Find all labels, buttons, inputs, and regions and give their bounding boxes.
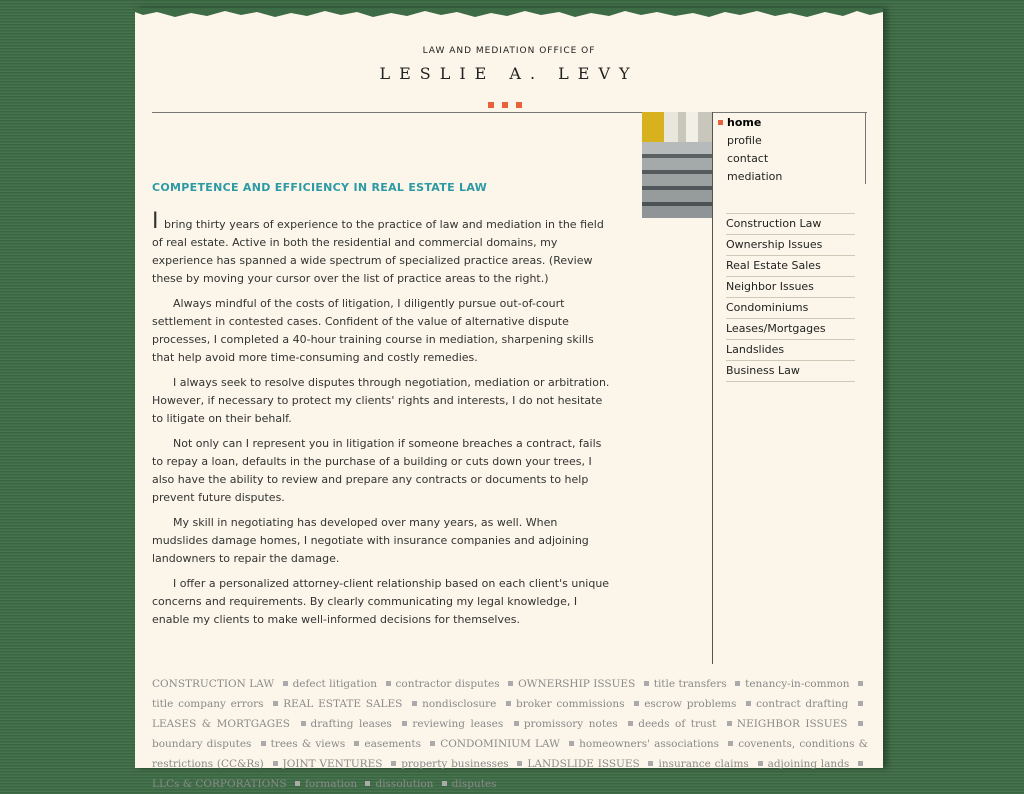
separator-square-icon (517, 761, 522, 766)
keyword-link[interactable]: LEASES & MORTGAGES (152, 718, 290, 730)
page-paper (135, 8, 883, 790)
separator-square-icon (273, 761, 278, 766)
keyword-link[interactable]: tenancy-in-common (745, 678, 850, 690)
separator-square-icon (858, 681, 863, 686)
keyword-link[interactable]: formation (305, 778, 358, 790)
nav-item-mediation[interactable] (716, 168, 782, 186)
keyword-link[interactable]: JOINT VENTURES (282, 758, 383, 770)
separator-square-icon (301, 721, 306, 726)
main-nav (716, 114, 782, 186)
separator-square-icon (644, 681, 649, 686)
keyword-link[interactable]: trees & views (270, 738, 346, 750)
nav-item-label: mediation (727, 170, 783, 183)
keyword-link[interactable]: escrow problems (644, 698, 737, 710)
nav-item-label: contact (727, 152, 769, 165)
keyword-link[interactable]: boundary disputes (152, 738, 252, 750)
separator-square-icon (569, 741, 574, 746)
separator-square-icon (412, 701, 417, 706)
keyword-link[interactable]: CONDOMINIUM LAW (440, 738, 560, 750)
torn-paper-edge (135, 8, 883, 22)
keyword-link[interactable]: OWNERSHIP ISSUES (518, 678, 636, 690)
practice-real-estate-sales[interactable]: Real Estate Sales (726, 256, 855, 277)
header-tagline: LAW AND MEDIATION OFFICE OF (422, 46, 596, 56)
keyword-link[interactable]: homeowners' associations (579, 738, 720, 750)
header-dots-ornament (488, 93, 530, 112)
keyword-link[interactable]: LANDSLIDE ISSUES (527, 758, 640, 770)
practice-condominiums[interactable]: Condominiums (726, 298, 855, 319)
separator-square-icon (442, 781, 447, 786)
keyword-link[interactable]: covenents, conditions & restrictions (CC&Rs) (152, 738, 869, 770)
separator-square-icon (858, 701, 863, 706)
body-paragraph (152, 209, 614, 288)
separator-square-icon (261, 741, 266, 746)
separator-square-icon (728, 741, 733, 746)
keyword-footer (152, 674, 868, 794)
body-paragraph: Not only can I represent you in litigation if someone breaches a contract, fails to repay a loan, defaults in the purchase of a building or cuts down your trees, I also have the ability to review and prepare any contracts or documents to help prevent future disputes. (152, 437, 602, 504)
separator-square-icon (391, 761, 396, 766)
keyword-link[interactable]: LLCs & CORPORATIONS (152, 778, 287, 790)
separator-square-icon (508, 681, 513, 686)
keyword-link[interactable]: CONSTRUCTION LAW (152, 678, 275, 690)
keyword-link[interactable]: title company errors (152, 698, 264, 710)
separator-square-icon (735, 681, 740, 686)
separator-square-icon (746, 701, 751, 706)
keyword-link[interactable]: property businesses (401, 758, 509, 770)
nav-item-label: home (727, 116, 762, 129)
stairs-photo (642, 112, 712, 218)
separator-square-icon (273, 701, 278, 706)
separator-square-icon (858, 761, 863, 766)
separator-square-icon (283, 681, 288, 686)
top-divider (152, 112, 867, 113)
separator-square-icon (506, 701, 511, 706)
separator-square-icon (354, 741, 359, 746)
practice-leases-mortgages[interactable]: Leases/Mortgages (726, 319, 855, 340)
practice-areas-list (726, 213, 855, 382)
body-paragraph: My skill in negotiating has developed over many years, as well. When mudslides damage homes, I negotiate with insurance companies and adjoining landowners to repair the damage. (152, 516, 589, 565)
separator-square-icon (858, 721, 863, 726)
keyword-link[interactable]: REAL ESTATE SALES (283, 698, 403, 710)
keyword-link[interactable]: adjoining lands (767, 758, 850, 770)
nav-item-contact[interactable] (716, 150, 782, 168)
separator-square-icon (402, 721, 407, 726)
nav-divider-line (712, 112, 713, 664)
body-text (152, 209, 614, 636)
keyword-link[interactable]: broker commissions (516, 698, 625, 710)
separator-square-icon (628, 721, 633, 726)
keyword-link[interactable]: insurance claims (658, 758, 749, 770)
keyword-link[interactable]: promissory notes (523, 718, 618, 730)
body-paragraph: I offer a personalized attorney-client relationship based on each client's unique concerns and requirements. By clearly communicating my legal knowledge, I enable my clients to make well-informed decisions for themselves. (152, 577, 610, 626)
practice-construction-law[interactable]: Construction Law (726, 214, 855, 235)
keyword-link[interactable]: contractor disputes (395, 678, 500, 690)
nav-item-profile[interactable] (716, 132, 782, 150)
separator-square-icon (727, 721, 732, 726)
body-paragraph-text: bring thirty years of experience to the practice of law and mediation in the field of real estate. Active in both the residential and commercial domains, my experience has spanned a wide spectrum of specialized practice areas. (Review these by moving your cursor over the list of practice areas to the right.) (152, 218, 604, 285)
practice-ownership-issues[interactable]: Ownership Issues (726, 235, 855, 256)
practice-business-law[interactable]: Business Law (726, 361, 855, 382)
nav-item-home[interactable] (716, 114, 782, 132)
keyword-link[interactable]: reviewing leases (412, 718, 504, 730)
body-paragraph: I always seek to resolve disputes through negotiation, mediation or arbitration. However, if necessary to protect my clients' rights and interests, I do not hesitate to litigate on their behalf. (152, 376, 610, 425)
keyword-link[interactable]: NEIGHBOR ISSUES (736, 718, 848, 730)
separator-square-icon (295, 781, 300, 786)
keyword-link[interactable]: contract drafting (756, 698, 849, 710)
separator-square-icon (430, 741, 435, 746)
header-firm-name: LESLIE A. LEVY (379, 64, 639, 83)
nav-item-label: profile (727, 134, 762, 147)
nav-box-border (865, 112, 866, 184)
separator-square-icon (514, 721, 519, 726)
dropcap: I (152, 209, 159, 234)
keyword-link[interactable]: dissolution (375, 778, 434, 790)
keyword-link[interactable]: deeds of trust (638, 718, 717, 730)
keyword-link[interactable]: disputes (451, 778, 497, 790)
separator-square-icon (648, 761, 653, 766)
separator-square-icon (386, 681, 391, 686)
active-bullet-icon (718, 120, 723, 125)
keyword-link[interactable]: easements (364, 738, 422, 750)
keyword-link[interactable]: defect litigation (292, 678, 378, 690)
practice-landslides[interactable]: Landslides (726, 340, 855, 361)
page-headline: COMPETENCE AND EFFICIENCY IN REAL ESTATE LAW (152, 181, 488, 194)
keyword-link[interactable]: title transfers (653, 678, 727, 690)
separator-square-icon (758, 761, 763, 766)
separator-square-icon (634, 701, 639, 706)
keyword-link[interactable]: drafting leases (310, 718, 392, 730)
body-paragraph: Always mindful of the costs of litigation, I diligently pursue out-of-court settlement in contested cases. Confident of the value of alternative dispute processes, I completed a 40-hour training course in mediation, sharpening skills that help avoid more time-consuming and costly remedies. (152, 297, 594, 364)
separator-square-icon (365, 781, 370, 786)
practice-neighbor-issues[interactable]: Neighbor Issues (726, 277, 855, 298)
keyword-link[interactable]: nondisclosure (422, 698, 497, 710)
